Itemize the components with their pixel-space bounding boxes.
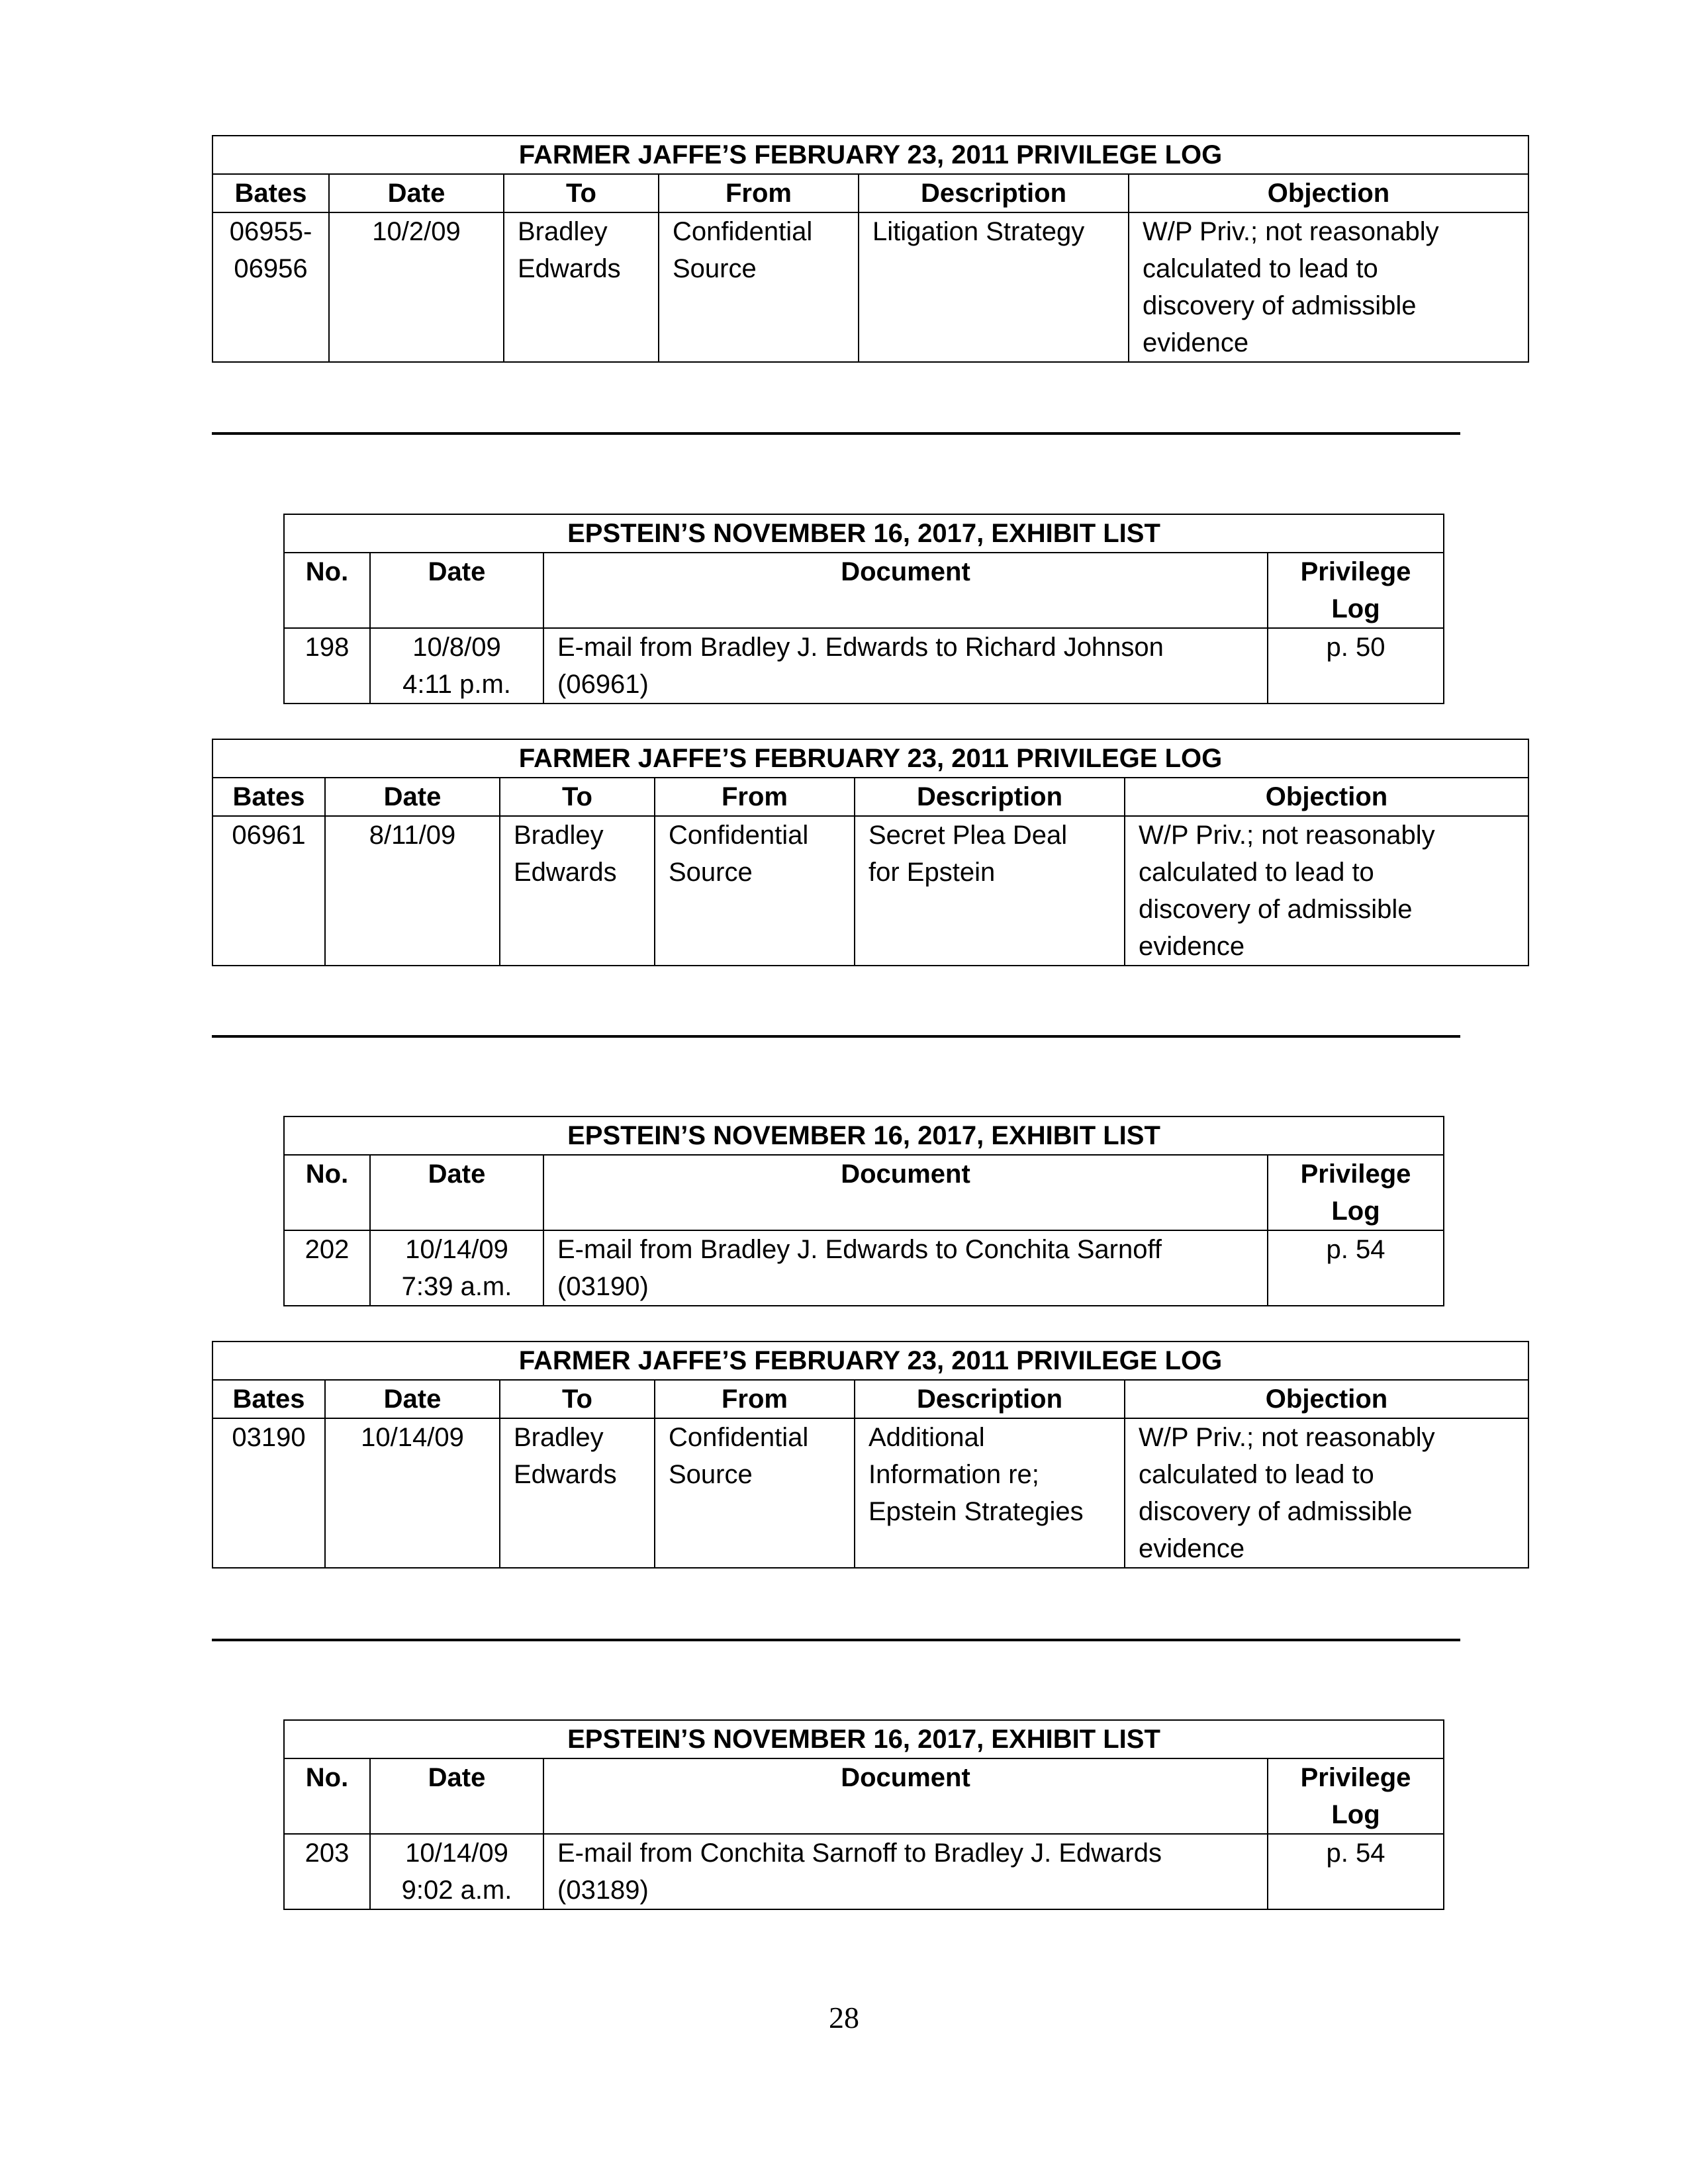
objection-cell [1125,1418,1528,1568]
no-cell: 198 [284,628,370,704]
objection-line: evidence [1139,932,1245,961]
column-header: To [504,174,659,212]
column-header: From [655,778,855,816]
to-line: Bradley [518,217,608,246]
to-line: Bradley [514,821,604,850]
from-line: Source [673,254,757,283]
privilege-log-cell: p. 50 [1268,628,1444,704]
date-cell: 10/14/09 [325,1418,500,1568]
objection-line: calculated to lead to [1143,254,1378,283]
header-line: Log [1331,1800,1380,1829]
header-line: Privilege [1300,557,1411,586]
column-header: Date [370,553,543,628]
document-cell [543,628,1268,704]
to-line: Edwards [514,858,617,887]
column-header: Bates [212,174,329,212]
privilege-log-table [212,739,1529,966]
table-title: EPSTEIN’S NOVEMBER 16, 2017, EXHIBIT LIST [284,514,1444,553]
date-cell [370,1834,543,1909]
no-cell: 202 [284,1230,370,1306]
objection-line: W/P Priv.; not reasonably [1139,821,1435,850]
date-cell [370,1230,543,1306]
table-title: FARMER JAFFE’S FEBRUARY 23, 2011 PRIVILEGE LOG [212,1342,1528,1380]
exhibit-list-table [283,1719,1444,1910]
to-line: Edwards [514,1460,617,1489]
bates-cell: 06961 [212,816,325,966]
column-header: From [655,1380,855,1418]
column-header: Document [543,1758,1268,1834]
time-line: 9:02 a.m. [401,1876,512,1905]
header-line: Log [1331,1197,1380,1226]
date-cell [370,628,543,704]
bates-value: 06956 [234,254,308,283]
description-line: Secret Plea Deal [868,821,1068,850]
column-header: Date [370,1758,543,1834]
column-header [1268,553,1444,628]
separator-rule [212,432,1460,435]
column-header: Objection [1125,1380,1528,1418]
objection-line: evidence [1143,328,1249,357]
document-line: E-mail from Conchita Sarnoff to Bradley J. Edwards [557,1839,1162,1868]
from-line: Confidential [673,217,813,246]
description-line: for Epstein [868,858,996,887]
column-header: To [500,778,655,816]
page-number: 28 [829,2001,859,2034]
date-line: 10/14/09 [405,1235,508,1264]
description-line: Additional [868,1423,985,1452]
table-title: FARMER JAFFE’S FEBRUARY 23, 2011 PRIVILEGE LOG [212,739,1528,778]
privilege-log-table [212,1341,1529,1569]
from-line: Source [669,858,753,887]
column-header: From [659,174,859,212]
table-title: EPSTEIN’S NOVEMBER 16, 2017, EXHIBIT LIST [284,1116,1444,1155]
objection-line: W/P Priv.; not reasonably [1143,217,1439,246]
document-line: (03189) [557,1876,649,1905]
objection-line: calculated to lead to [1139,1460,1374,1489]
column-header: Date [325,778,500,816]
objection-line: discovery of admissible [1139,895,1413,924]
from-line: Confidential [669,1423,809,1452]
table-row [284,1230,1444,1306]
table-title: FARMER JAFFE’S FEBRUARY 23, 2011 PRIVILEGE LOG [212,136,1528,174]
from-cell [655,1418,855,1568]
to-cell [500,816,655,966]
table-row [212,816,1528,966]
objection-line: calculated to lead to [1139,858,1374,887]
privilege-log-cell: p. 54 [1268,1834,1444,1909]
document-line: (06961) [557,670,649,699]
to-line: Bradley [514,1423,604,1452]
column-header: Objection [1125,778,1528,816]
description-cell: Litigation Strategy [859,212,1129,362]
to-cell [504,212,659,362]
column-header: Document [543,1155,1268,1230]
document-line: E-mail from Bradley J. Edwards to Richard Johnson [557,633,1164,662]
column-header: Document [543,553,1268,628]
column-header: Date [325,1380,500,1418]
separator-rule [212,1639,1460,1641]
column-header: Description [855,778,1125,816]
objection-line: W/P Priv.; not reasonably [1139,1423,1435,1452]
header-line: Privilege [1300,1160,1411,1189]
from-line: Confidential [669,821,809,850]
description-cell [855,816,1125,966]
exhibit-list-table [283,1116,1444,1306]
privilege-log-table [212,135,1529,363]
date-cell: 10/2/09 [329,212,504,362]
description-cell [855,1418,1125,1568]
document-line: E-mail from Bradley J. Edwards to Conchita Sarnoff [557,1235,1162,1264]
header-line: Log [1331,594,1380,623]
to-cell [500,1418,655,1568]
document-cell [543,1834,1268,1909]
column-header: Date [370,1155,543,1230]
column-header [1268,1758,1444,1834]
column-header: No. [284,1155,370,1230]
table-row [212,1418,1528,1568]
description-line: Epstein Strategies [868,1497,1084,1526]
to-line: Edwards [518,254,621,283]
bates-cell [212,212,329,362]
column-header: To [500,1380,655,1418]
time-line: 7:39 a.m. [401,1272,512,1301]
column-header: Description [855,1380,1125,1418]
header-line: Privilege [1300,1763,1411,1792]
date-line: 10/8/09 [412,633,501,662]
description-line: Information re; [868,1460,1039,1489]
date-line: 10/14/09 [405,1839,508,1868]
privilege-log-cell: p. 54 [1268,1230,1444,1306]
table-row [284,1834,1444,1909]
table-row [284,628,1444,704]
objection-cell [1125,816,1528,966]
from-line: Source [669,1460,753,1489]
column-header: No. [284,553,370,628]
from-cell [659,212,859,362]
time-line: 4:11 p.m. [402,670,511,699]
column-header: Description [859,174,1129,212]
table-title: EPSTEIN’S NOVEMBER 16, 2017, EXHIBIT LIST [284,1720,1444,1758]
bates-cell: 03190 [212,1418,325,1568]
date-cell: 8/11/09 [325,816,500,966]
column-header: Date [329,174,504,212]
no-cell: 203 [284,1834,370,1909]
objection-line: discovery of admissible [1143,291,1417,320]
objection-cell [1129,212,1528,362]
column-header: Bates [212,778,325,816]
column-header [1268,1155,1444,1230]
document-line: (03190) [557,1272,649,1301]
bates-value: 06955- [229,217,312,246]
table-row [212,212,1528,362]
exhibit-list-table [283,514,1444,704]
column-header: No. [284,1758,370,1834]
separator-rule [212,1035,1460,1038]
from-cell [655,816,855,966]
column-header: Bates [212,1380,325,1418]
objection-line: evidence [1139,1534,1245,1563]
column-header: Objection [1129,174,1528,212]
objection-line: discovery of admissible [1139,1497,1413,1526]
document-cell [543,1230,1268,1306]
